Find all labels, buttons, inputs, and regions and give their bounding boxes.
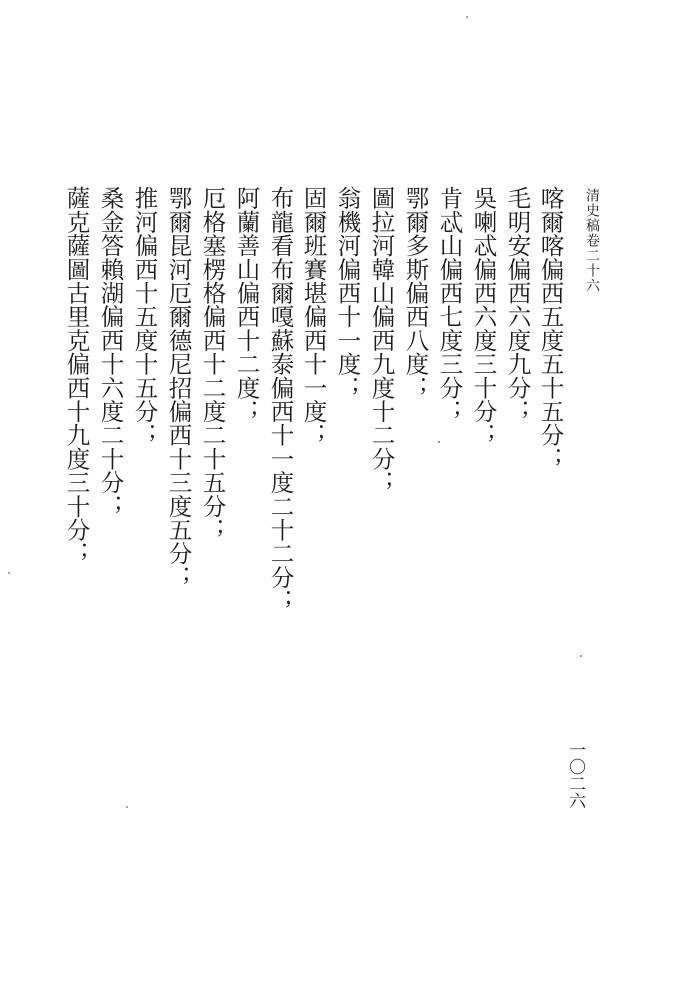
scan-speck [438,441,440,443]
text-line: 喀爾喀偏西五度五十五分； [536,186,565,471]
text-line: 肯忒山偏西七度三分； [435,186,464,423]
text-line: 阿蘭善山偏西十二度； [232,186,261,423]
text-line: 桑金答賴湖偏西十六度二十分； [96,186,125,518]
text-line: 圖拉河韓山偏西九度十二分； [367,186,396,495]
text-line: 鄂爾多斯偏西八度； [401,186,430,400]
scan-speck [466,16,468,18]
text-line: 薩克薩圖古里克偏西十九度三十分； [62,186,91,566]
text-line: 吳喇忒偏西六度三十分； [469,186,498,447]
text-line: 厄格塞楞格偏西十二度二十五分； [198,186,227,542]
scan-speck [8,572,10,574]
text-line: 固爾班賽堪偏西十一度； [299,186,328,447]
scan-speck [126,806,128,808]
text-line: 布龍看布爾嘎蘇泰偏西十一度二十二分； [266,186,295,613]
text-line: 毛明安偏西六度九分； [503,186,532,423]
text-line: 推河偏西十五度十五分； [130,186,159,447]
text-line: 鄂爾昆河厄爾德尼招偏西十三度五分； [164,186,193,589]
running-title: 清史稿卷二十六 [584,188,600,293]
text-line: 翁機河偏西十一度； [333,186,362,400]
page-number: 一〇二六 [565,741,585,809]
scan-speck [580,655,582,657]
